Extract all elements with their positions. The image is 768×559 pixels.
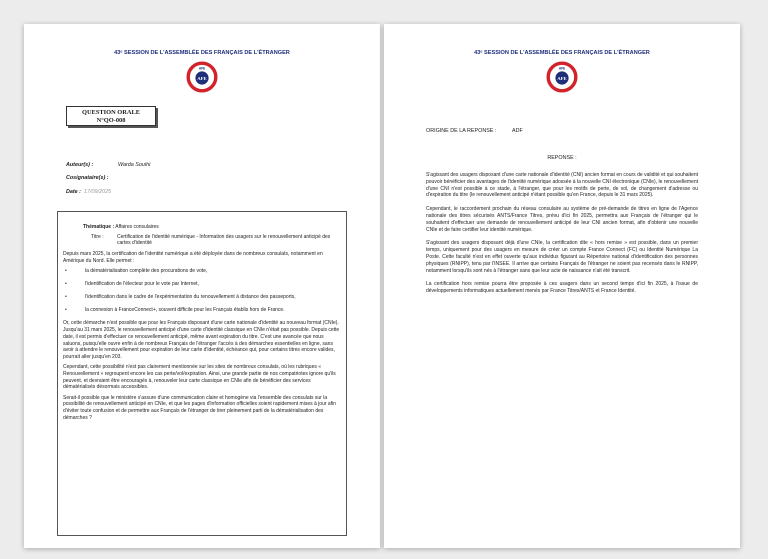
- reponse-paragraph: S'agissant des usagers disposant d'une carte nationale d'identité (CNI) ancien format en cours de validité et qui souhaitent pouvoir bénéficier des avantages de l'identité numérique adossée à la nouvelle CNI électronique (CNIe), le renouvellement d'une CNI n'est possible à ce stade, à l'étranger, que pour les motifs de perte, de vol, de changement d'adresse ou d'expiration du titre (le renouvellement anticipé n'étant possible qu'en France, depuis le 31 mars 2025).: [426, 172, 698, 199]
- reponse-paragraph: Cependant, le raccordement prochain du réseau consulaire au système de pré-demande de titres en ligne de l'Agence nationale des titres sécurisés ANTS/France Titres, prévu d'ici fin 2025, permettra aux Français de l'étranger qui le souhaitent d'effectuer une demande de renouvellement anticipé de leur CNI ancien format, afin d'obtenir une nouvelle CNIe et de faire certifier leur identité numérique.: [426, 206, 698, 233]
- bullet-item: • la connexion à FranceConnect+, souvent difficile pour les Français établis hors de France.: [63, 307, 341, 314]
- svg-text:AFE: AFE: [558, 66, 566, 71]
- session-title: 43ᵉ SESSION DE L'ASSEMBLÉE DES FRANÇAIS DE L'ÉTRANGER: [474, 50, 650, 56]
- intro-paragraph: Depuis mars 2025, la certification de l'identité numérique a été déployée dans de nombreux consulats, notamment en Amérique du Nord. Elle permet :: [63, 251, 323, 264]
- question-number-box: [66, 106, 156, 126]
- qo-label: QUESTION ORALE: [81, 108, 141, 116]
- reponse-paragraph: S'agissant des usagers disposant déjà d'une CNIe, la certification dite « hors remise » est possible, dans un premier temps, uniquement pour des usagers en mesure de créer un compte France Connect (FC) ou Identité Numérique La Poste. Cette faculté n'est en effet ouverte qu'aux individus figurant au Répertoire national d'identification des personnes physiques (RNIPP), tenu par l'INSEE. Il arrive que certains Français de l'étranger ne soient pas recensés dans le RNIPP, notamment lorsqu'ils sont nés à l'étranger sans que leur acte de naissance n'ait été transcrit.: [426, 240, 698, 274]
- date-row: [66, 189, 111, 195]
- date-value: 17/09/2025: [83, 189, 111, 195]
- svg-text:AFE: AFE: [557, 76, 567, 81]
- titre-row: [63, 234, 341, 247]
- cosignataire-label: Cosignataire(s) :: [66, 175, 109, 181]
- bullet-item: • l'identification de l'électeur pour le vote par Internet,: [63, 281, 341, 288]
- question-content-box: [57, 211, 347, 536]
- afe-logo-icon: [546, 61, 578, 93]
- afe-logo-icon: [186, 61, 218, 93]
- question-page: [24, 24, 380, 548]
- titre-value: Certification de l'identité numérique - Information des usagers sur le renouvellement anticipé des cartes d'identité: [117, 233, 331, 247]
- paragraph-3: Cependant, cette possibilité n'est pas clairement mentionnée sur les sites de nombreux consulats, où les rubriques « Renouvellement » regroupent encore les cas perte/vol/expiration. Ainsi, une grande partie de nos compatriotes ignore qu'ils peuvent, et devraient être encouragés à, renouveler leur carte classique en CNIe afin de bénéficier des services dématérialisés désormais accessibles.: [63, 364, 336, 391]
- origin-row: [426, 128, 523, 134]
- paragraph-4: Serait-il possible que le ministère s'assure d'une communication claire et homogène via l'ensemble des consulats sur la possibilité de renouvellement anticipé en CNIe, et que les pages d'information officielles soient rapidement mises à jour afin d'éviter toute confusion et de permettre aux Français de l'étranger de tirer pleinement parti de la dématérialisation des démarches ?: [63, 394, 336, 421]
- svg-text:AFE: AFE: [198, 66, 206, 71]
- thematique-value: Affaires consulaires: [115, 224, 159, 230]
- qo-number: N°QO-008: [96, 117, 126, 124]
- reponse-title: REPONSE :: [547, 155, 577, 161]
- auteur-label: Auteur(s) :: [66, 162, 94, 168]
- thematique-label: Thématique :: [83, 224, 115, 230]
- auteur-row: [66, 162, 150, 168]
- bullet-list: [63, 268, 341, 314]
- paragraph-2: Or, cette démarche n'est possible que pour les Français disposant d'une carte nationale d'identité au nouveau format (CNIe). Jusqu'au 31 mars 2025, le renouvellement anticipé d'une carte d'identité classique en CNIe n'était pas possible. Depuis cette date, il est permis d'effectuer ce renouvellement anticipé, même avant expiration du titre. C'est une avancée que nous saluons, puisqu'elle ouvre enfin à de nombreux Français de l'étranger l'accès à des démarches essentielles en ligne, sans avoir à attendre le renouvellement pour expiration de leur carte d'identité, échéance qui, pour certains titres encore valides, pourrait aller jusqu'en 203.: [63, 320, 340, 360]
- auteur-value: Warda Souihi: [118, 162, 151, 168]
- svg-text:AFE: AFE: [197, 76, 207, 81]
- date-label: Date :: [66, 189, 81, 195]
- origin-value: ADF: [512, 128, 523, 134]
- reponse-paragraph: La certification hors remise pourra être proposée à ces usagers dans un second temps d'ici fin 2025, à l'issue de développements informatiques actuellement menés par France Titres/ANTS et France Identité.: [426, 281, 698, 295]
- reponse-body: [426, 172, 698, 302]
- origin-label: ORIGINE DE LA REPONSE :: [426, 128, 497, 134]
- response-page: [384, 24, 740, 548]
- thematique-row: [63, 224, 341, 231]
- bullet-item: • l'identification dans le cadre de l'expérimentation du renouvellement à distance des passeports,: [63, 294, 341, 301]
- cosignataire-row: [66, 175, 109, 181]
- titre-label: Titre :: [91, 233, 104, 240]
- bullet-item: • la dématérialisation complète des procurations de vote,: [63, 268, 341, 275]
- session-title: 43ᵉ SESSION DE L'ASSEMBLÉE DES FRANÇAIS DE L'ÉTRANGER: [114, 50, 290, 56]
